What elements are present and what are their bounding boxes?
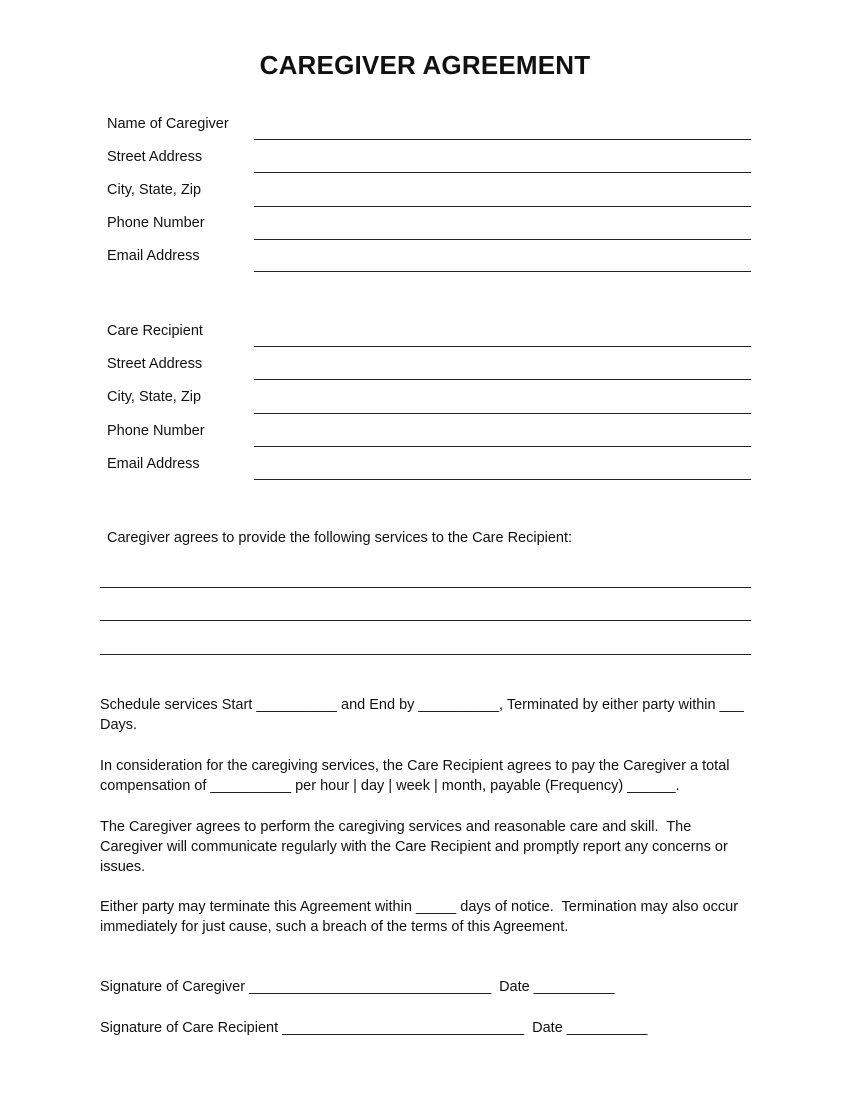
caregiver-signature-line[interactable]: Signature of Caregiver ______________________________ Date __________ xyxy=(100,979,615,995)
recipient-email-line[interactable] xyxy=(254,479,751,480)
recipient-email-label: Email Address xyxy=(107,456,200,472)
recipient-phone-line[interactable] xyxy=(254,446,751,447)
services-line-3[interactable] xyxy=(100,654,751,655)
schedule-paragraph: Schedule services Start __________ and End by __________, Terminated by either party within ___ Days. xyxy=(100,697,748,733)
page-title: CAREGIVER AGREEMENT xyxy=(259,50,591,80)
caregiver-phone-label: Phone Number xyxy=(107,215,205,231)
caregiver-name-label: Name of Caregiver xyxy=(107,116,229,132)
recipient-name-line[interactable] xyxy=(254,346,751,347)
services-line-2[interactable] xyxy=(100,620,751,621)
caregiver-email-label: Email Address xyxy=(107,248,200,264)
recipient-city-label: City, State, Zip xyxy=(107,389,202,405)
recipient-street-line[interactable] xyxy=(254,379,751,380)
recipient-phone-label: Phone Number xyxy=(107,423,205,439)
caregiver-city-line[interactable] xyxy=(254,206,751,207)
recipient-signature-line[interactable]: Signature of Care Recipient ______________________________ Date __________ xyxy=(100,1020,648,1036)
compensation-paragraph: In consideration for the caregiving services, the Care Recipient agrees to pay the Caregiver a total compensation of __________ per hour | day | week | month, payable (Frequency) ______. xyxy=(100,758,734,794)
caregiver-phone-line[interactable] xyxy=(254,239,751,240)
caregiver-city-label: City, State, Zip xyxy=(107,182,202,198)
recipient-city-line[interactable] xyxy=(254,413,751,414)
recipient-name-label: Care Recipient xyxy=(107,323,203,339)
caregiver-street-label: Street Address xyxy=(107,149,203,165)
caregiver-name-line[interactable] xyxy=(254,139,751,140)
caregiver-street-line[interactable] xyxy=(254,172,751,173)
termination-paragraph: Either party may terminate this Agreement within _____ days of notice. Termination may also occur immediately for just cause, such a breach of the terms of this Agreement. xyxy=(100,899,743,935)
performance-paragraph: The Caregiver agrees to perform the caregiving services and reasonable care and skill. The Caregiver will communicate regularly with the Care Recipient and promptly report any concerns or issues. xyxy=(100,819,732,875)
recipient-street-label: Street Address xyxy=(107,356,203,372)
services-intro: Caregiver agrees to provide the following services to the Care Recipient: xyxy=(107,530,573,546)
caregiver-email-line[interactable] xyxy=(254,271,751,272)
services-line-1[interactable] xyxy=(100,587,751,588)
